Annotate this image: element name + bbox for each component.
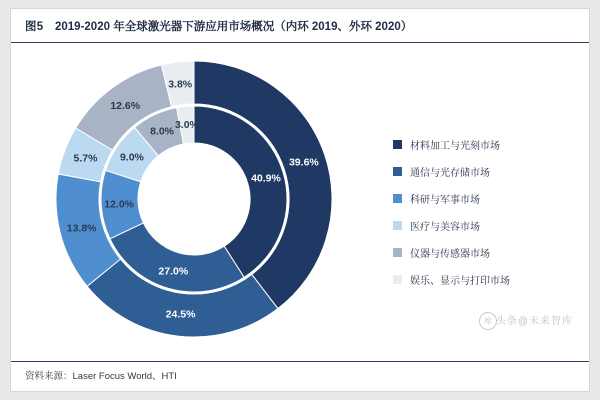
figure-footer bbox=[11, 361, 589, 391]
inner-2019-label-4: 8.0% bbox=[150, 125, 175, 138]
legend-swatch-icon-0 bbox=[393, 140, 402, 149]
figure-header bbox=[11, 9, 589, 43]
figure-number: 图5 bbox=[25, 21, 44, 33]
outer-2020-label-2: 13.8% bbox=[66, 222, 97, 235]
outer-2020-label-3: 5.7% bbox=[73, 152, 98, 165]
legend-label-5: 娱乐、显示与打印市场 bbox=[410, 276, 510, 287]
outer-2020-label-5: 3.8% bbox=[168, 78, 193, 91]
watermark: 头条@未来智库 bbox=[495, 316, 573, 327]
legend-item-2[interactable] bbox=[393, 185, 510, 212]
outer-2020-label-0: 39.6% bbox=[288, 156, 319, 169]
inner-2019-label-3: 9.0% bbox=[119, 151, 144, 164]
legend bbox=[393, 131, 510, 293]
legend-item-5[interactable] bbox=[393, 266, 510, 293]
inner-2019-label-2: 12.0% bbox=[104, 198, 135, 211]
legend-swatch-icon-5 bbox=[393, 275, 402, 284]
legend-item-4[interactable] bbox=[393, 239, 510, 266]
legend-swatch-icon-1 bbox=[393, 167, 402, 176]
figure-card bbox=[10, 8, 590, 392]
page-title: 2019-2020 年全球激光器下游应用市场概况（内环 2019、外环 2020） bbox=[55, 21, 413, 33]
source-note: 资料来源：Laser Focus World、HTI bbox=[25, 371, 177, 382]
legend-item-3[interactable] bbox=[393, 212, 510, 239]
inner-2019-label-0: 40.9% bbox=[251, 172, 281, 185]
legend-label-3: 医疗与美容市场 bbox=[410, 222, 480, 233]
legend-item-0[interactable] bbox=[393, 131, 510, 158]
inner-2019-label-1: 27.0% bbox=[158, 265, 189, 278]
chart-area bbox=[11, 43, 589, 361]
inner-2019-label-5: 3.0% bbox=[174, 118, 199, 131]
legend-label-4: 仪器与传感器市场 bbox=[410, 249, 490, 260]
donut-rings bbox=[56, 61, 332, 337]
donut-chart bbox=[29, 49, 359, 349]
legend-swatch-icon-2 bbox=[393, 194, 402, 203]
legend-swatch-icon-3 bbox=[393, 221, 402, 230]
legend-item-1[interactable] bbox=[393, 158, 510, 185]
outer-2020-label-1: 24.5% bbox=[165, 308, 196, 321]
donut-svg bbox=[29, 49, 359, 349]
watermark-badge-icon: 库 bbox=[479, 312, 497, 330]
legend-label-2: 科研与军事市场 bbox=[410, 195, 480, 206]
legend-label-0: 材料加工与光刻市场 bbox=[410, 141, 500, 152]
legend-swatch-icon-4 bbox=[393, 248, 402, 257]
outer-2020-label-4: 12.6% bbox=[110, 100, 141, 113]
legend-label-1: 通信与光存储市场 bbox=[410, 168, 490, 179]
